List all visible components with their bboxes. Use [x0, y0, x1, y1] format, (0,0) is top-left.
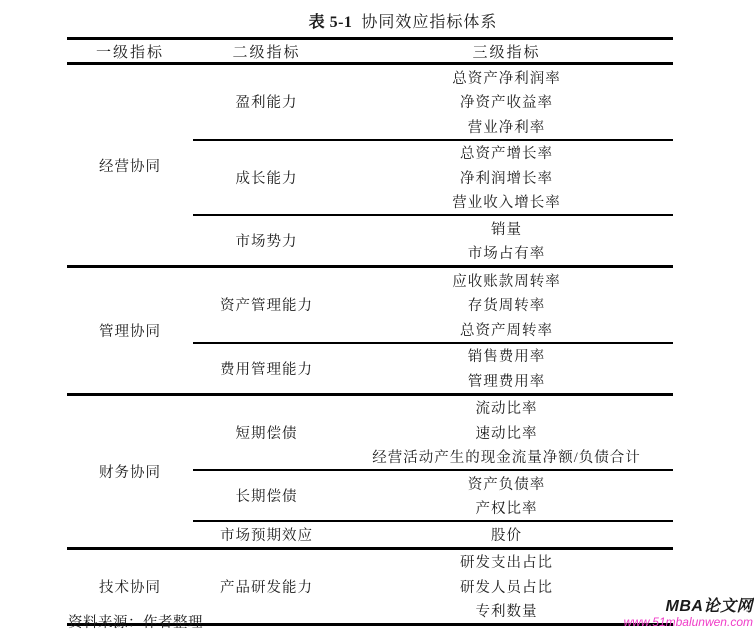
level1-cell: 财务协同	[67, 394, 193, 548]
indicator-cell: 营业收入增长率	[452, 195, 561, 212]
site-watermark	[624, 598, 753, 629]
watermark-site-name: MBA论文网	[665, 598, 753, 615]
level2-cell: 短期偿债	[193, 394, 340, 470]
level2-cell: 费用管理能力	[193, 343, 340, 395]
col-header-level3: 三级指标	[340, 39, 673, 64]
table-row	[67, 267, 673, 293]
caption-number: 5-1	[329, 14, 353, 31]
indicator-cell: 研发人员占比	[460, 579, 553, 596]
level2-cell: 长期偿债	[193, 470, 340, 521]
indicator-cell: 应收账款周转率	[340, 267, 673, 293]
indicator-cell: 存货周转率	[467, 298, 546, 315]
indicator-cell: 总资产净利润率	[452, 70, 561, 87]
level2-cell: 盈利能力	[235, 95, 298, 112]
level1-cell: 管理协同	[67, 267, 193, 395]
col-header-level1: 一级指标	[67, 39, 193, 64]
indicator-cell: 管理费用率	[467, 373, 546, 390]
table-row	[67, 64, 673, 90]
caption-title: 协同效应指标体系	[361, 14, 498, 31]
indicator-cell: 营业净利率	[467, 119, 546, 136]
indicator-cell: 资产负债率	[340, 470, 673, 496]
indicator-cell: 股价	[340, 521, 673, 548]
level2-cell: 资产管理能力	[193, 267, 340, 343]
level1-cell: 经营协同	[99, 158, 161, 175]
level2-cell: 产品研发能力	[193, 548, 340, 625]
indicator-cell: 总资产增长率	[340, 140, 673, 166]
table-caption	[100, 9, 706, 32]
header-row	[67, 39, 673, 64]
indicator-cell: 流动比率	[340, 394, 673, 420]
indicator-cell: 研发支出占比	[340, 548, 673, 574]
indicator-cell: 销量	[340, 215, 673, 241]
indicator-cell: 市场占有率	[467, 246, 546, 263]
indicator-cell: 净利润增长率	[460, 170, 553, 187]
level1-cell: 技术协同	[67, 548, 193, 625]
indicator-cell: 速动比率	[475, 425, 538, 442]
indicator-cell: 销售费用率	[340, 343, 673, 369]
indicator-cell: 产权比率	[475, 501, 538, 518]
table-row	[67, 394, 673, 420]
indicator-cell: 净资产收益率	[460, 95, 553, 112]
level2-cell: 市场预期效应	[193, 521, 340, 548]
level2-cell: 市场势力	[193, 215, 340, 267]
source-note: 资料来源：作者整理	[68, 615, 203, 631]
col-header-level2: 二级指标	[193, 39, 340, 64]
caption-label: 表	[308, 14, 325, 31]
indicator-table	[67, 37, 673, 626]
indicator-cell: 总资产周转率	[460, 322, 553, 339]
level2-cell: 成长能力	[193, 140, 340, 216]
watermark-site-url-link[interactable]: www.51mbalunwen.com	[623, 614, 753, 629]
table-row	[67, 548, 673, 574]
indicator-cell: 专利数量	[475, 604, 538, 621]
indicator-cell: 经营活动产生的现金流量净额/负债合计	[372, 450, 641, 467]
